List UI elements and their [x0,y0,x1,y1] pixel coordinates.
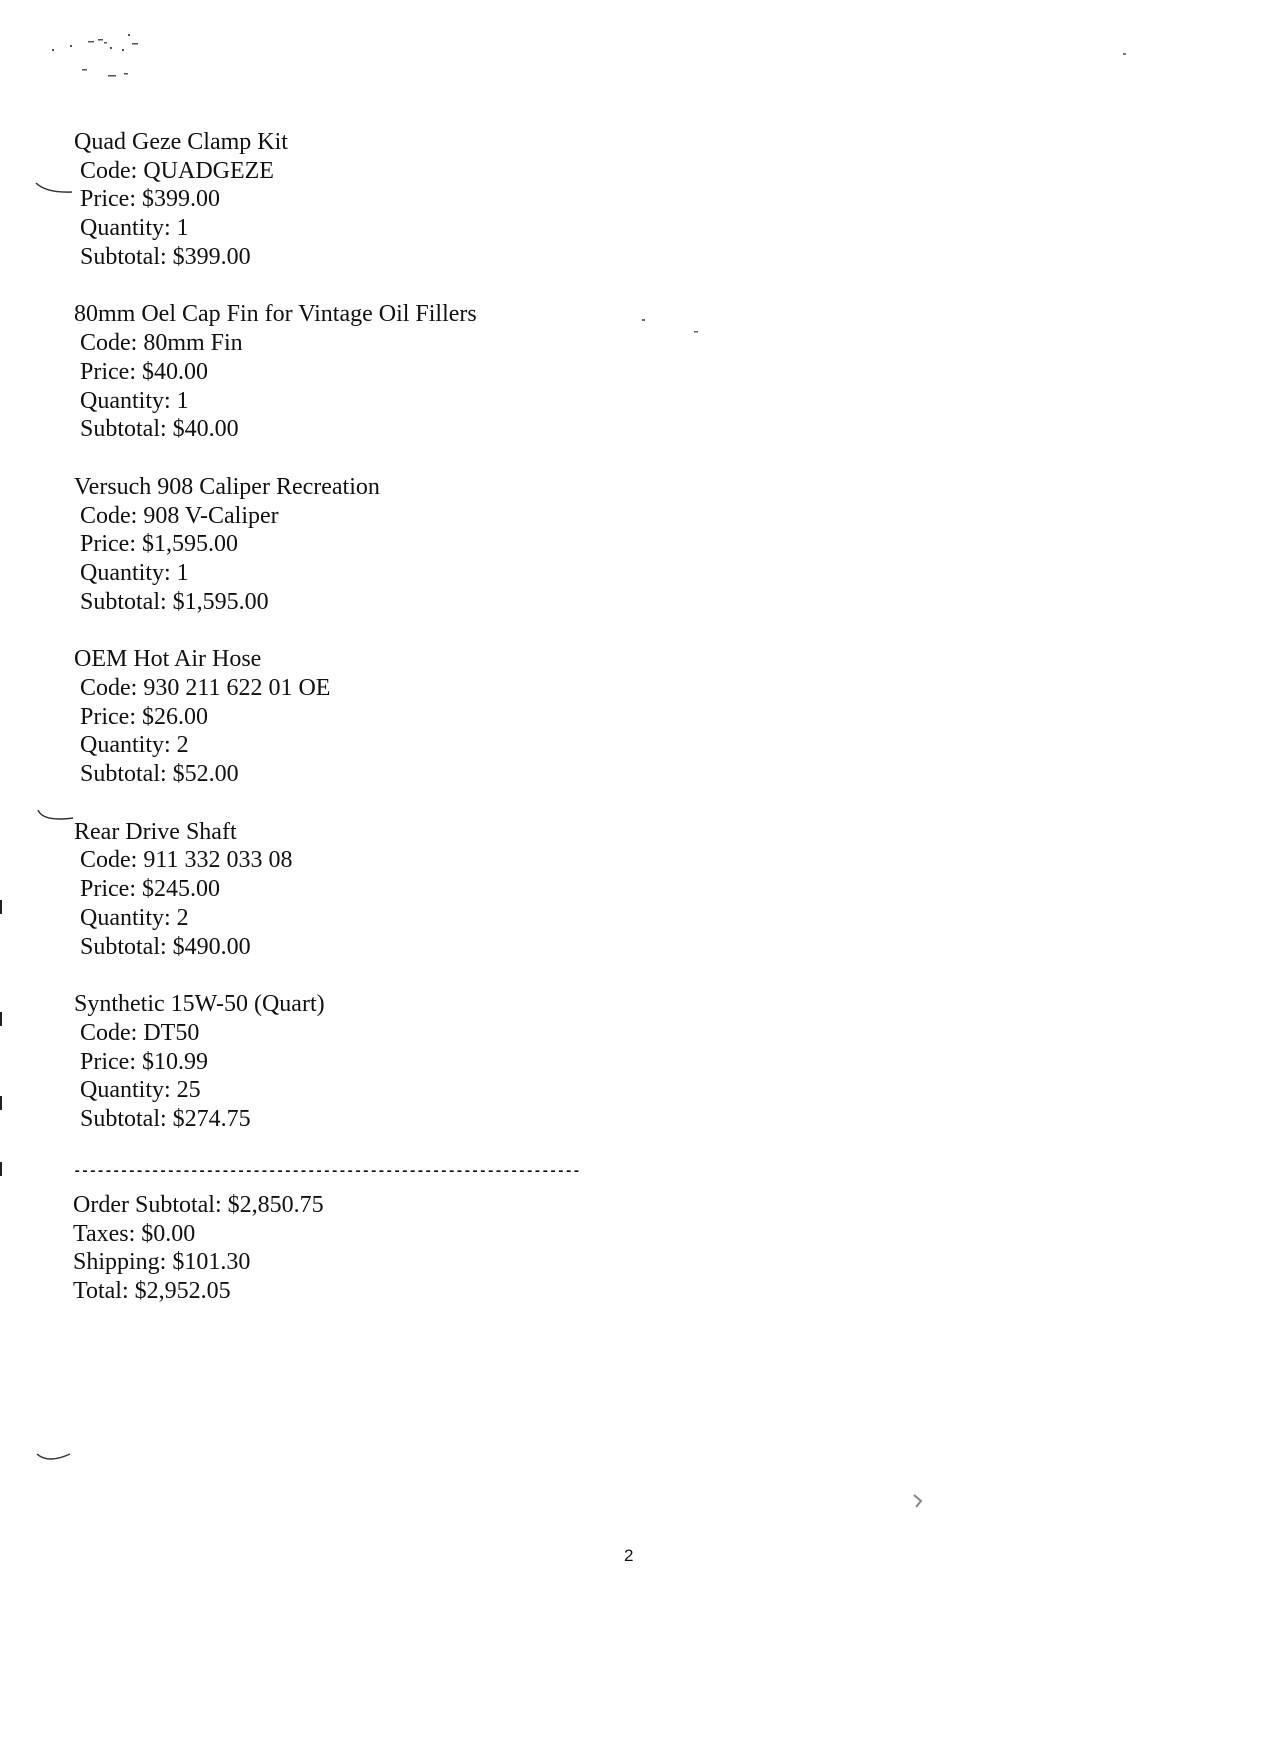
item-quantity: Quantity: 1 [80,559,189,586]
item-code: Code: 930 211 622 01 OE [80,675,331,701]
left-edge-marks [0,900,4,1180]
item-code: Code: DT50 [80,1019,200,1046]
item-name: Synthetic 15W-50 (Quart) [74,991,325,1018]
order-item [74,128,774,271]
order-total: Total: $2,952.05 [73,1278,231,1305]
item-price: Price: $40.00 [80,358,208,385]
order-shipping: Shipping: $101.30 [73,1249,251,1276]
item-name: Versuch 908 Caliper Recreation [74,473,380,500]
item-price: Price: $26.00 [80,703,208,730]
scan-speck-right [1120,50,1130,60]
item-subtotal: Subtotal: $40.00 [80,416,239,443]
item-subtotal: Subtotal: $490.00 [80,933,251,960]
item-code: Code: 911 332 033 08 [80,847,293,874]
scan-speck-lower-right [910,1492,926,1510]
item-quantity: Quantity: 1 [80,387,189,414]
page-number: 2 [624,1546,634,1565]
item-subtotal: Subtotal: $399.00 [80,243,251,270]
item-name: 80mm Oel Cap Fin for Vintage Oil Fillers [74,301,477,328]
order-taxes: Taxes: $0.00 [73,1220,196,1247]
item-quantity: Quantity: 2 [80,904,189,931]
item-name: Rear Drive Shaft [74,818,237,845]
item-quantity: Quantity: 1 [80,215,189,242]
item-price: Price: $1,595.00 [80,531,238,558]
item-code: Code: QUADGEZE [80,157,274,184]
order-subtotal: Order Subtotal: $2,850.75 [73,1192,324,1218]
order-item [74,818,774,961]
item-price: Price: $245.00 [80,876,220,903]
scan-specks-top-left [40,25,170,90]
item-name: Quad Geze Clamp Kit [74,129,288,155]
item-subtotal: Subtotal: $52.00 [80,761,239,788]
order-item [74,473,774,616]
order-item [74,990,774,1133]
item-name: OEM Hot Air Hose [74,646,262,673]
item-code: Code: 908 V-Caliper [80,502,279,529]
totals-separator: ----------------------------------------------------------------- [73,1164,581,1180]
item-subtotal: Subtotal: $1,595.00 [80,588,269,615]
item-subtotal: Subtotal: $274.75 [80,1105,251,1132]
order-item [74,645,774,788]
item-price: Price: $10.99 [80,1048,208,1075]
order-totals [73,1191,324,1306]
item-quantity: Quantity: 2 [80,732,189,759]
item-code: Code: 80mm Fin [80,330,243,357]
item-price: Price: $399.00 [80,186,220,213]
order-item [74,300,774,443]
order-items-list [74,128,774,1163]
item-quantity: Quantity: 25 [80,1077,201,1104]
stray-mark-3 [34,1448,79,1473]
